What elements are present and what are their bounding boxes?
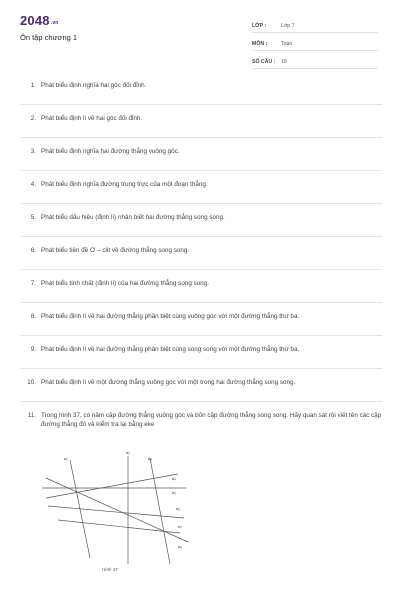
question-text: Phát biểu định nghĩa đường trung trực của một đoạn thẳng. (41, 181, 208, 188)
question-text: Phát biểu định lí về hai góc đối đỉnh. (41, 115, 143, 122)
question-text: Phát biểu định nghĩa hai góc đối đỉnh. (41, 82, 147, 89)
question-text: Phát biểu định lí về một đường thẳng vuông góc với một trong hai đường thẳng song song. (41, 379, 296, 386)
info-row-subject (252, 33, 378, 51)
info-key: SỐ CÂU : (252, 59, 276, 65)
question-number: 6. (30, 247, 36, 254)
line-d6 (48, 506, 184, 518)
question-text: Phát biểu định nghĩa hai đường thẳng vuông góc. (41, 148, 180, 155)
question-item (20, 369, 382, 402)
info-value: Lớp 7 (281, 23, 295, 29)
info-key: LỚP : (252, 23, 267, 29)
question-text: Phát biểu tính chất (định lí) của hai đường thẳng song song. (41, 280, 209, 287)
question-text: Phát biểu dấu hiệu (định lí) nhận biết hai đường thẳng song song. (41, 214, 225, 221)
figure-37 (38, 438, 198, 578)
question-number: 5. (30, 214, 36, 221)
question-number: 8. (30, 313, 36, 320)
question-item (20, 237, 382, 270)
site-logo[interactable]: 2048.vn (20, 13, 59, 28)
question-item (20, 204, 382, 237)
line-d8 (46, 478, 188, 542)
info-row-count (252, 51, 378, 69)
question-text: Phát biểu định lí về hai đường thẳng phân biệt cùng song song với một đường thẳng thứ ba. (41, 346, 300, 353)
figure-caption: Hình 37 (102, 567, 118, 572)
info-value: 19 (281, 59, 287, 65)
label-d4: d₄ (172, 476, 176, 481)
question-number: 2. (30, 115, 36, 122)
question-text: Phát biểu tiên đề Ơ – clit về đường thẳng song song. (41, 247, 190, 254)
line-diagram (38, 438, 198, 578)
page-title: Ôn tập chương 1 (20, 33, 78, 42)
label-d7: d₇ (178, 524, 182, 529)
question-text: Trong hình 37, có năm cặp đường thẳng vuông góc và bốn cặp đường thẳng song song. Hãy quan sát rồi viết tên các cặp đường thẳng đó và kiểm tra lại bằng eke (41, 412, 382, 428)
question-number: 9. (30, 346, 36, 353)
info-value: Toán (281, 41, 293, 47)
question-item (20, 138, 382, 171)
label-d8: d₈ (178, 544, 182, 549)
info-row-class (252, 15, 378, 33)
line-d7 (58, 520, 180, 533)
label-d1: d₁ (64, 456, 68, 461)
question-text: Phát biểu định lí về hai đường thẳng phân biệt cùng vuông góc với một đường thẳng thứ ba. (41, 313, 300, 320)
question-item (20, 402, 382, 443)
question-item (20, 303, 382, 336)
label-d6: d₆ (176, 506, 180, 511)
question-number: 3. (30, 148, 36, 155)
question-number: 1. (30, 82, 36, 89)
question-list (20, 76, 382, 443)
question-number: 11. (27, 412, 36, 419)
question-number: 4. (30, 181, 36, 188)
question-item (20, 270, 382, 303)
question-item (20, 171, 382, 204)
info-table (252, 15, 378, 69)
label-d5: d₅ (172, 490, 176, 495)
question-item (20, 336, 382, 369)
question-item (20, 76, 382, 105)
line-d3 (150, 458, 170, 564)
question-item (20, 105, 382, 138)
line-d5 (46, 474, 178, 498)
question-number: 7. (30, 280, 36, 287)
question-number: 10. (27, 379, 36, 386)
label-d3: d₃ (148, 456, 152, 461)
info-key: MÔN : (252, 41, 268, 47)
label-d2: d₂ (126, 450, 130, 455)
